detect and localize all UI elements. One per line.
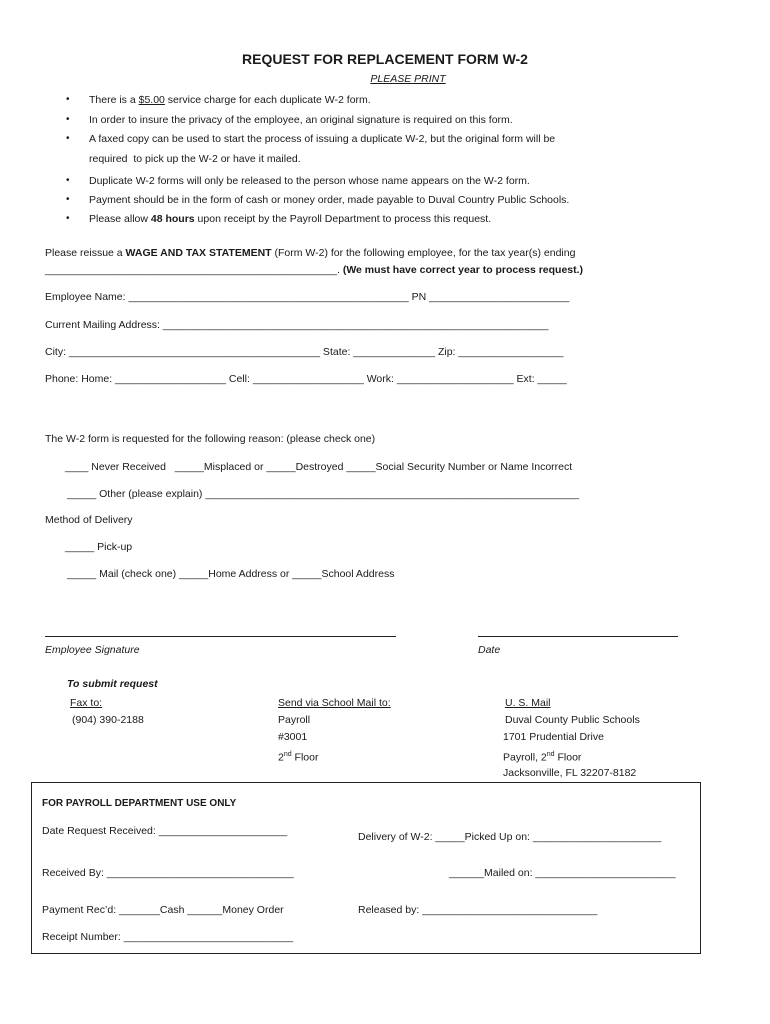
reason-options[interactable]: ____ Never Received _____Misplaced or _____Destroyed _____Social Security Number or Name Incorrect <box>65 461 573 473</box>
reason-heading: The W-2 form is requested for the following reason: (please check one) <box>45 433 376 445</box>
bullet-dot: • <box>66 175 70 186</box>
delivery-heading: Method of Delivery <box>45 514 133 526</box>
released-by-field[interactable]: Released by: ______________________________ <box>358 904 598 916</box>
payment-received-field[interactable]: Payment Rec’d: _______Cash ______Money Order <box>42 904 284 916</box>
page-subtitle: PLEASE PRINT <box>370 73 446 85</box>
phone-field[interactable]: Phone: Home: ___________________ Cell: ___________________ Work: ____________________ Ext: _____ <box>45 373 567 385</box>
bullet-privacy: In order to insure the privacy of the employee, an original signature is required on this form. <box>89 114 513 126</box>
fax-label: Fax to: <box>70 697 103 709</box>
bullet-faxed-copy: A faxed copy can be used to start the process of issuing a duplicate W-2, but the original form will be <box>89 133 556 145</box>
tax-year-field[interactable]: __________________________________________________. (We must have correct year to process request.) <box>45 264 584 276</box>
bullet-dot: • <box>66 213 70 224</box>
employee-signature-label: Employee Signature <box>45 644 140 656</box>
bullet-dot: • <box>66 94 70 105</box>
school-mail-floor: 2nd Floor <box>278 751 319 764</box>
received-by-field[interactable]: Received By: ________________________________ <box>42 867 294 879</box>
reason-other-field[interactable]: _____ Other (please explain) ________________________________________________________________ <box>67 488 580 500</box>
date-signature-line[interactable] <box>478 636 678 637</box>
date-request-received-field[interactable]: Date Request Received: ______________________ <box>42 825 288 837</box>
employee-signature-line[interactable] <box>45 636 396 637</box>
bullet-release: Duplicate W-2 forms will only be released to the person whose name appears on the W-2 form. <box>89 175 530 187</box>
fax-number: (904) 390-2188 <box>72 714 144 726</box>
employee-name-field[interactable]: Employee Name: ________________________________________________ PN ________________________ <box>45 291 570 303</box>
us-mail-line: Duval County Public Schools <box>505 714 640 726</box>
bullet-dot: • <box>66 133 70 144</box>
reissue-statement: Please reissue a WAGE AND TAX STATEMENT (Form W-2) for the following employee, for the tax year(s) ending <box>45 247 576 259</box>
delivery-pickup-option[interactable]: _____ Pick-up <box>65 541 133 553</box>
city-state-zip-field[interactable]: City: ___________________________________________ State: ______________ Zip: __________________ <box>45 346 564 358</box>
receipt-number-field[interactable]: Receipt Number: _____________________________ <box>42 931 294 943</box>
mailing-address-field[interactable]: Current Mailing Address: __________________________________________________________________ <box>45 319 549 331</box>
us-mail-payroll-floor: Payroll, 2nd Floor <box>503 751 582 764</box>
mailed-on-field[interactable]: ______Mailed on: ________________________ <box>449 867 676 879</box>
us-mail-label: U. S. Mail <box>505 697 551 709</box>
bullet-dot: • <box>66 114 70 125</box>
bullet-service-charge: There is a $5.00 service charge for each duplicate W-2 form. <box>89 94 371 106</box>
page-title: REQUEST FOR REPLACEMENT FORM W-2 <box>242 51 528 67</box>
us-mail-line: 1701 Prudential Drive <box>503 731 604 743</box>
bullet-payment: Payment should be in the form of cash or money order, made payable to Duval Country Public Schools. <box>89 194 570 206</box>
delivery-picked-up-field[interactable]: Delivery of W-2: _____Picked Up on: ______________________ <box>358 831 662 843</box>
submit-heading: To submit request <box>67 678 158 690</box>
bullet-faxed-copy-cont: required to pick up the W-2 or have it mailed. <box>89 153 301 165</box>
us-mail-city: Jacksonville, FL 32207-8182 <box>503 767 637 779</box>
date-label: Date <box>478 644 501 656</box>
payroll-box-heading: FOR PAYROLL DEPARTMENT USE ONLY <box>42 798 237 809</box>
delivery-mail-option[interactable]: _____ Mail (check one) _____Home Address or _____School Address <box>67 568 395 580</box>
school-mail-line: Payroll <box>278 714 311 726</box>
bullet-dot: • <box>66 194 70 205</box>
bullet-48-hours: Please allow 48 hours upon receipt by the Payroll Department to process this request. <box>89 213 492 225</box>
school-mail-line: #3001 <box>278 731 308 743</box>
school-mail-label: Send via School Mail to: <box>278 697 391 709</box>
